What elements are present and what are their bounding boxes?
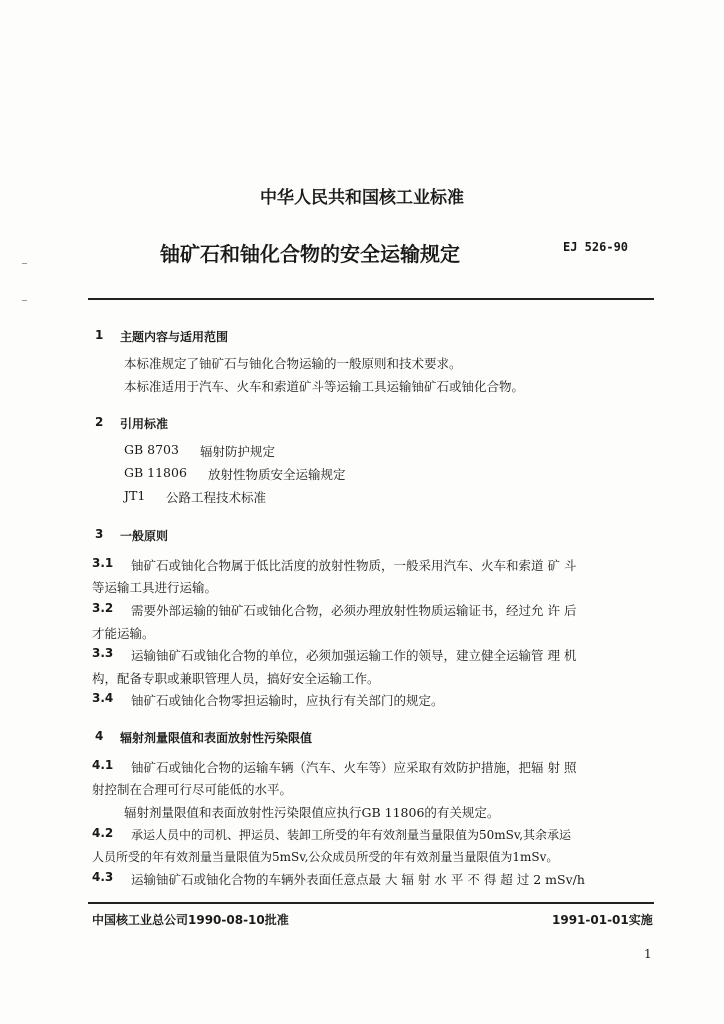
section-4-heading: 辐射剂量限值和表面放射性污染限值 bbox=[120, 731, 313, 745]
page-number: 1 bbox=[644, 947, 652, 961]
clause-text: 铀矿石或铀化合物的运输车辆（汽车、火车等）应采取有效防护措施，把辐 射 照 bbox=[131, 760, 577, 775]
clause-number: 4.2 bbox=[92, 826, 114, 840]
clause-number: 4.1 bbox=[92, 758, 114, 772]
approval-info: 中国核工业总公司1990-08-10批准 bbox=[92, 913, 289, 927]
header-rule bbox=[88, 298, 654, 300]
implementation-date: 1991-01-01实施 bbox=[552, 913, 653, 927]
section-1-line-1: 本标准规定了铀矿石与铀化合物运输的一般原则和技术要求。 bbox=[124, 356, 462, 371]
ref-name: 放射性物质安全运输规定 bbox=[208, 467, 346, 482]
section-2-number: 2 bbox=[95, 415, 104, 429]
scan-mark bbox=[22, 300, 27, 301]
ref-code: GB 11806 bbox=[124, 465, 187, 480]
scan-mark bbox=[22, 263, 27, 264]
clause-number: 3.2 bbox=[92, 601, 114, 615]
clause-text: 运输铀矿石或铀化合物的单位，必须加强运输工作的领导，建立健全运输管 理 机 bbox=[131, 648, 577, 663]
ref-name: 公路工程技术标准 bbox=[166, 490, 267, 505]
clause-text: 承运人员中的司机、押运员、装卸工所受的年有效剂量当量限值为50mSv,其余承运 bbox=[131, 828, 572, 842]
clause-text: 铀矿石或铀化合物零担运输时，应执行有关部门的规定。 bbox=[131, 693, 444, 708]
section-2-heading: 引用标准 bbox=[120, 417, 169, 431]
section-4-number: 4 bbox=[95, 729, 104, 743]
ref-name: 辐射防护规定 bbox=[200, 444, 276, 459]
clause-text-cont: 等运输工具进行运输。 bbox=[92, 580, 218, 595]
section-3-heading: 一般原则 bbox=[120, 529, 169, 543]
clause-text: 辐射剂量限值和表面放射性污染限值应执行GB 11806的有关规定。 bbox=[124, 805, 500, 820]
clause-number: 4.3 bbox=[92, 870, 114, 884]
footer-rule bbox=[88, 902, 654, 904]
clause-number: 3.1 bbox=[92, 556, 114, 570]
ref-code: GB 8703 bbox=[124, 442, 179, 457]
clause-text: 需要外部运输的铀矿石或铀化合物，必须办理放射性物质运输证书，经过允 许 后 bbox=[131, 603, 577, 618]
section-1-number: 1 bbox=[95, 328, 104, 342]
section-1-heading: 主题内容与适用范围 bbox=[120, 330, 229, 344]
clause-text-cont: 人员所受的年有效剂量当量限值为5mSv,公众成员所受的年有效剂量当量限值为1mSv。 bbox=[92, 850, 559, 864]
ref-code: JT1 bbox=[124, 488, 146, 503]
page-title: 铀矿石和铀化合物的安全运输规定 bbox=[160, 242, 460, 266]
clause-number: 3.3 bbox=[92, 646, 114, 660]
section-1-line-2: 本标准适用于汽车、火车和索道矿斗等运输工具运输铀矿石或铀化合物。 bbox=[124, 379, 525, 394]
clause-number: 3.4 bbox=[92, 691, 114, 705]
clause-text: 运输铀矿石或铀化合物的车辆外表面任意点最 大 辐 射 水 平 不 得 超 过 2 mSv/h bbox=[131, 872, 585, 887]
section-3-number: 3 bbox=[95, 527, 104, 541]
standard-code: EJ 526-90 bbox=[563, 240, 629, 254]
clause-text-cont: 才能运输。 bbox=[92, 626, 155, 641]
clause-text-cont: 构，配备专职或兼职管理人员，搞好安全运输工作。 bbox=[92, 671, 380, 686]
clause-text-cont: 射控制在合理可行尽可能低的水平。 bbox=[92, 782, 293, 797]
standard-type: 中华人民共和国核工业标准 bbox=[260, 188, 464, 208]
clause-text: 铀矿石或铀化合物属于低比活度的放射性物质，一般采用汽车、火车和索道 矿 斗 bbox=[131, 558, 577, 573]
